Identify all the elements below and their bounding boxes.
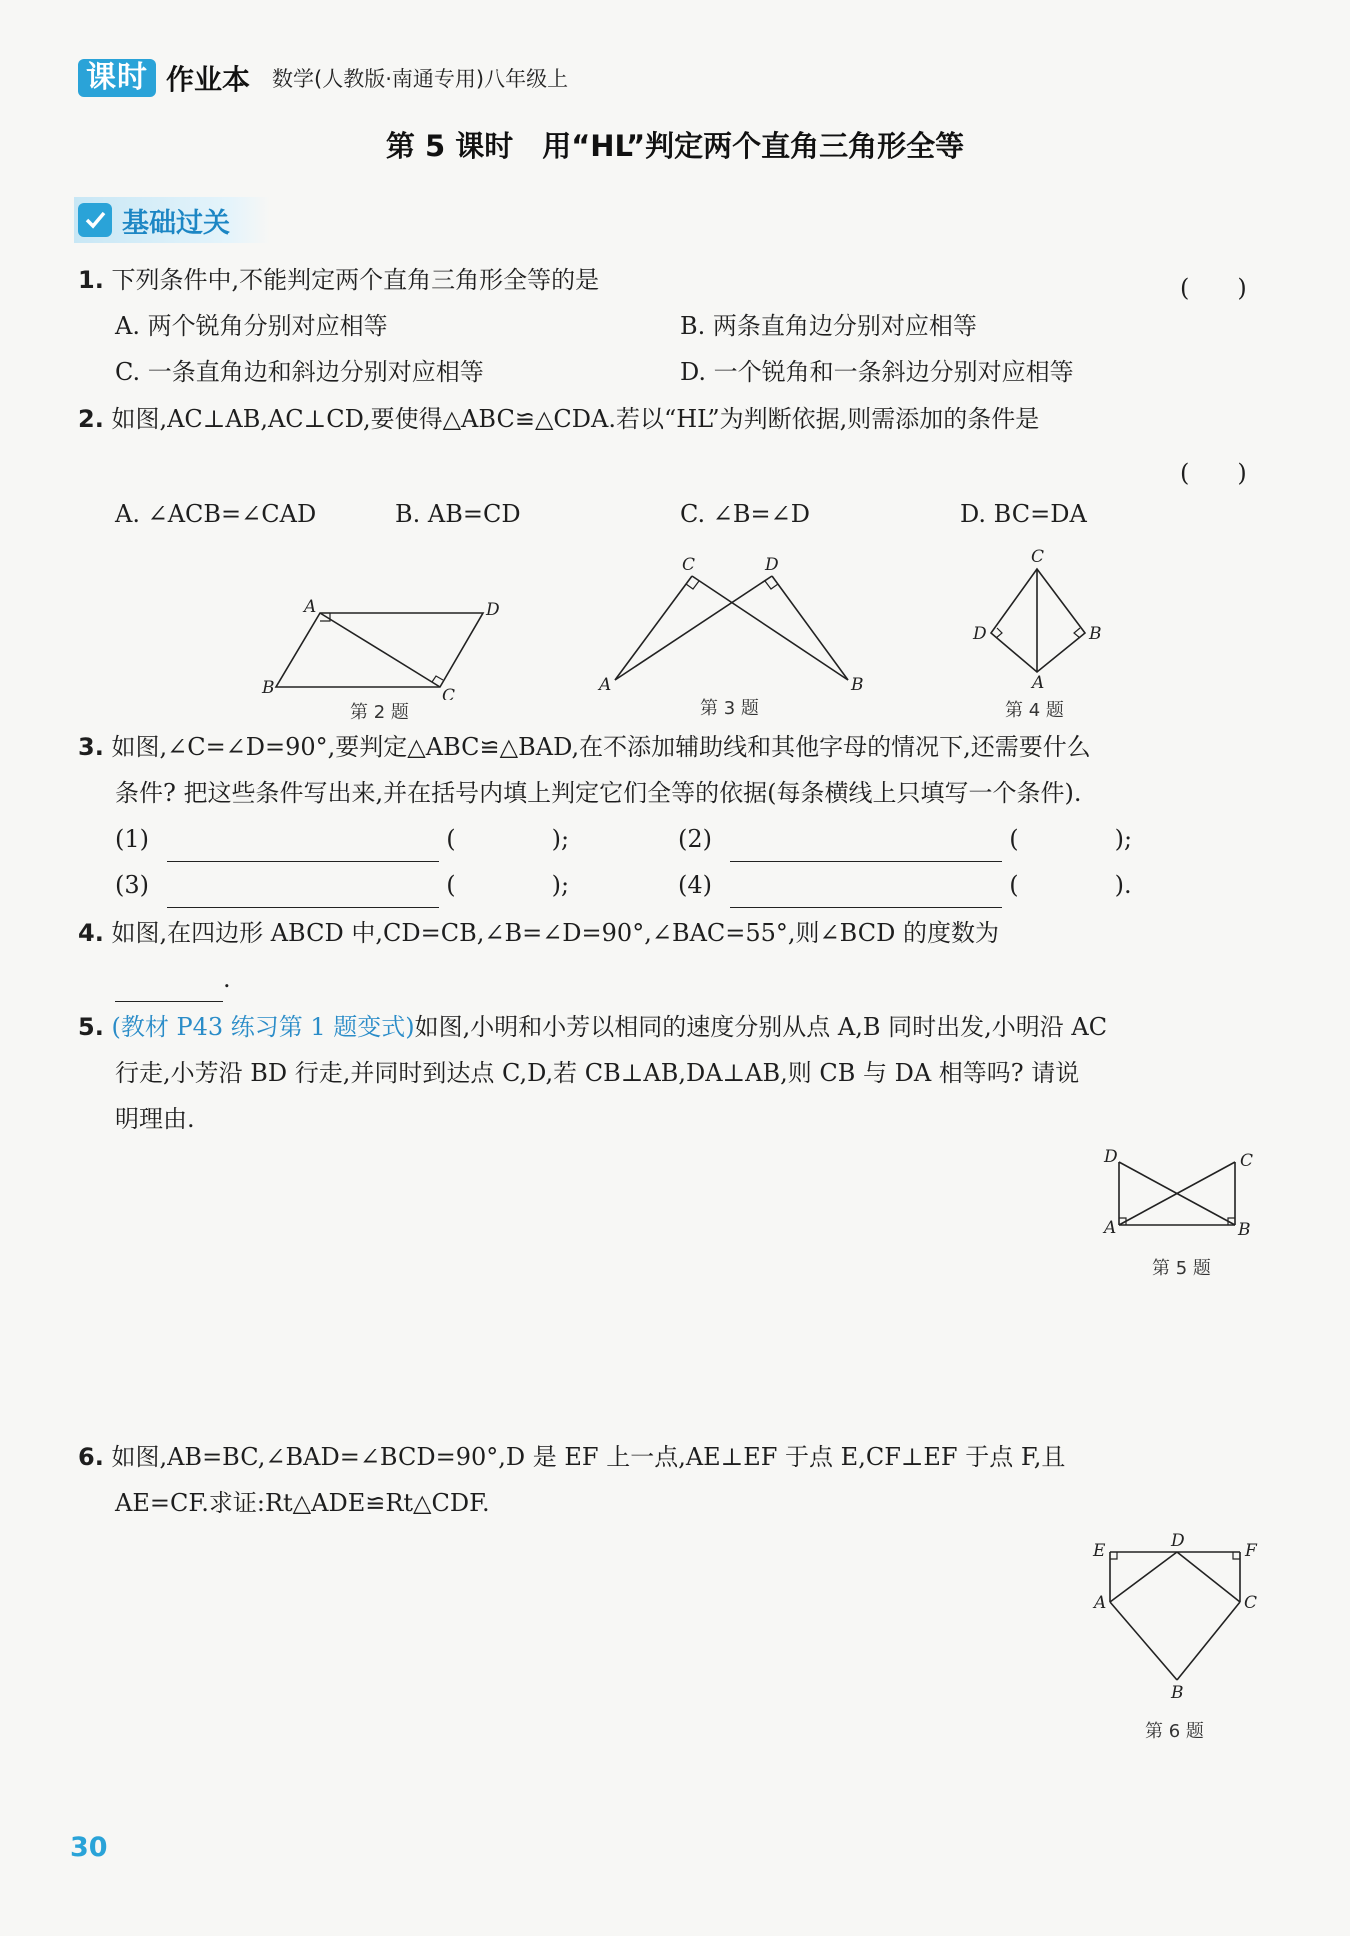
blank-row-4	[678, 862, 1132, 908]
page-number: 30	[70, 1832, 108, 1863]
section-title: 基础过关	[122, 207, 230, 239]
question-4-answer	[115, 956, 231, 1002]
blank-label: (2)	[678, 825, 712, 853]
question-number: 1.	[78, 266, 104, 294]
figure-5-caption: 第 5 题	[1152, 1258, 1211, 1279]
figure-4-diagram	[965, 545, 1115, 695]
label-b: B	[1089, 624, 1102, 644]
reason-paren[interactable]: ( );	[1009, 825, 1133, 853]
label-d: D	[1104, 1148, 1118, 1167]
label-a: A	[1104, 1218, 1117, 1238]
section-header	[74, 196, 270, 244]
question-stem: 如图,在四边形 ABCD 中,CD=CB,∠B=∠D=90°,∠BAC=55°,则∠BCD 的度数为	[111, 919, 999, 947]
question-5-line-3: 明理由.	[115, 1105, 195, 1133]
brand-logo: 课时	[78, 59, 156, 97]
answer-blank[interactable]	[115, 973, 223, 1002]
answer-blank[interactable]	[167, 833, 439, 862]
answer-blank[interactable]	[167, 879, 439, 908]
label-d: D	[486, 600, 500, 620]
answer-blank[interactable]	[730, 833, 1002, 862]
question-1	[78, 257, 599, 303]
label-d: D	[765, 555, 779, 575]
label-a: A	[1032, 673, 1045, 693]
question-number: 2.	[78, 405, 104, 433]
question-stem: 下列条件中,不能判定两个直角三角形全等的是	[111, 266, 600, 294]
checkbox-icon	[78, 203, 112, 237]
question-number: 4.	[78, 919, 104, 947]
header	[78, 58, 568, 98]
question-6	[78, 1434, 1065, 1480]
question-number: 6.	[78, 1443, 104, 1471]
figure-2-diagram	[260, 590, 500, 700]
question-stem: 如图,AC⊥AB,AC⊥CD,要使得△ABC≌△CDA.若以“HL”为判断依据,则需添加的条件是	[111, 405, 1040, 433]
label-f: F	[1245, 1541, 1257, 1561]
figure-3-caption: 第 3 题	[700, 698, 759, 719]
option-c: C. 一条直角边和斜边分别对应相等	[115, 358, 484, 386]
label-c: C	[442, 686, 456, 700]
question-3-line-2: 条件? 把这些条件写出来,并在括号内填上判定它们全等的依据(每条横线上只填写一个条件).	[115, 779, 1082, 807]
blank-row-1	[115, 816, 569, 862]
label-e: E	[1093, 1541, 1106, 1561]
lesson-title: 第 5 课时 用“HL”判定两个直角三角形全等	[385, 129, 965, 163]
figure-4-caption: 第 4 题	[1005, 700, 1064, 721]
label-a: A	[1094, 1593, 1107, 1613]
subject-label: 数学(人教版·南通专用)八年级上	[272, 67, 569, 91]
option-a: A. 两个锐角分别对应相等	[115, 312, 388, 340]
textbook-note: (教材 P43 练习第 1 题变式)	[111, 1013, 415, 1041]
figure-5-diagram	[1090, 1148, 1265, 1238]
question-6-line-2: AE=CF.求证:Rt△ADE≌Rt△CDF.	[115, 1489, 490, 1517]
question-5-line-2: 行走,小芳沿 BD 行走,并同时到达点 C,D,若 CB⊥AB,DA⊥AB,则 CB 与 DA 相等吗? 请说	[115, 1059, 1080, 1087]
question-number: 5.	[78, 1013, 104, 1041]
question-stem: 如图,小明和小芳以相同的速度分别从点 A,B 同时出发,小明沿 AC	[414, 1013, 1108, 1041]
label-d: D	[973, 624, 987, 644]
option-c: C. ∠B=∠D	[680, 500, 810, 528]
label-b: B	[1171, 1683, 1184, 1703]
figure-2-caption: 第 2 题	[350, 702, 409, 723]
reason-paren[interactable]: ( ).	[1009, 871, 1132, 899]
label-b: B	[262, 678, 275, 698]
question-5	[78, 1004, 1107, 1050]
label-a: A	[304, 597, 317, 617]
blank-label: (4)	[678, 871, 712, 899]
reason-paren[interactable]: ( );	[446, 871, 570, 899]
answer-paren: ( )	[1180, 274, 1247, 302]
question-number: 3.	[78, 733, 104, 761]
figure-6-diagram	[1085, 1530, 1265, 1705]
figure-3-diagram	[595, 548, 875, 698]
answer-paren: ( )	[1180, 459, 1247, 487]
option-b: B. 两条直角边分别对应相等	[680, 312, 977, 340]
question-4	[78, 910, 999, 956]
blank-label: (1)	[115, 825, 149, 853]
question-3	[78, 724, 1091, 770]
blank-row-2	[678, 816, 1132, 862]
question-stem: 如图,∠C=∠D=90°,要判定△ABC≌△BAD,在不添加辅助线和其他字母的情况下,还需要什么	[111, 733, 1091, 761]
option-a: A. ∠ACB=∠CAD	[115, 500, 317, 528]
label-a: A	[599, 675, 612, 695]
answer-blank[interactable]	[730, 879, 1002, 908]
label-c: C	[1240, 1151, 1254, 1171]
sentence-end: .	[223, 965, 231, 993]
blank-row-3	[115, 862, 569, 908]
option-b: B. AB=CD	[395, 500, 521, 528]
label-c: C	[1244, 1593, 1258, 1613]
figure-6-caption: 第 6 题	[1145, 1721, 1204, 1742]
question-stem: 如图,AB=BC,∠BAD=∠BCD=90°,D 是 EF 上一点,AE⊥EF 于点 E,CF⊥EF 于点 F,且	[111, 1443, 1066, 1471]
blank-label: (3)	[115, 871, 149, 899]
label-c: C	[682, 555, 696, 575]
reason-paren[interactable]: ( );	[446, 825, 570, 853]
label-b: B	[851, 675, 864, 695]
question-2	[78, 396, 1039, 442]
label-d: D	[1171, 1531, 1185, 1551]
brand-name: 作业本	[166, 63, 251, 96]
label-c: C	[1031, 547, 1045, 567]
option-d: D. BC=DA	[960, 500, 1087, 528]
option-d: D. 一个锐角和一条斜边分别对应相等	[680, 358, 1074, 386]
label-b: B	[1238, 1220, 1251, 1238]
